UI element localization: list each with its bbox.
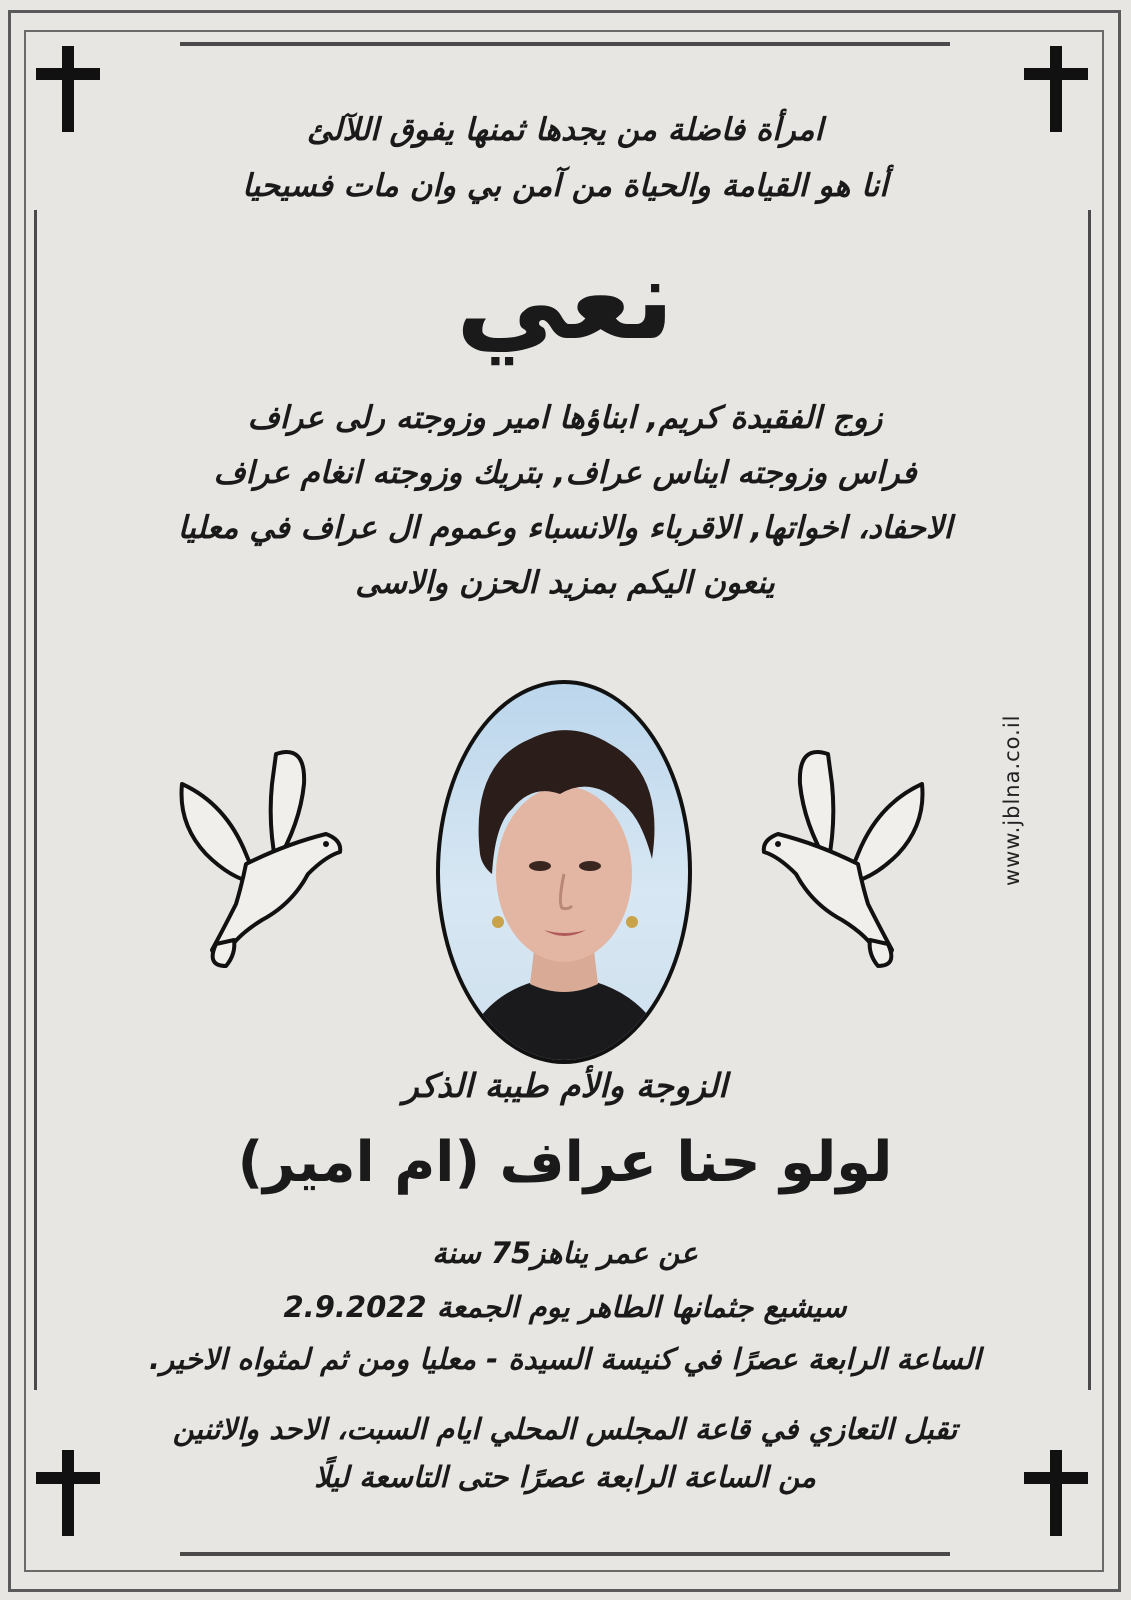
left-rule <box>34 210 37 1390</box>
mourners-line-2: فراس وزوجته ايناس عراف, بتريك وزوجته انغام عراف <box>213 455 917 491</box>
deceased-subtitle: الزوجة والأم طيبة الذكر <box>402 1066 728 1105</box>
right-rule <box>1088 210 1091 1390</box>
age-line: عن عمر يناهز75 سنة <box>432 1236 698 1270</box>
top-rule <box>180 42 950 46</box>
mourners-line-1: زوج الفقيدة كريم, ابناؤها امير وزوجته رلى عراف <box>247 400 883 436</box>
verse-line-2: أنا هو القيامة والحياة من آمن بي وان مات فسيحيا <box>242 168 888 204</box>
deceased-name: لولو حنا عراف (ام امير) <box>237 1130 893 1195</box>
condolences-line-1: تقبل التعازي في قاعة المجلس المحلي ايام السبت، الاحد والاثنين <box>172 1412 958 1446</box>
page-title: نعي <box>455 235 675 365</box>
funeral-line-2: الساعة الرابعة عصرًا في كنيسة السيدة - معليا ومن ثم لمثواه الاخير. <box>149 1342 981 1376</box>
mourners-line-4: ينعون اليكم بمزيد الحزن والاسى <box>355 565 775 601</box>
website-url: www.jblna.co.il <box>1000 714 1024 886</box>
condolences-line-2: من الساعة الرابعة عصرًا حتى التاسعة ليلًا <box>314 1460 816 1494</box>
portrait-photo <box>436 680 692 1064</box>
dove-icon <box>176 744 346 969</box>
verse-line-1: امرأة فاضلة من يجدها ثمنها يفوق اللآلئ <box>306 112 824 148</box>
bottom-rule <box>180 1552 950 1556</box>
dove-icon <box>758 744 928 969</box>
mourners-line-3: الاحفاد، اخواتها, الاقرباء والانسباء وعموم ال عراف في معليا <box>177 510 953 546</box>
funeral-line-1: سيشيع جثمانها الطاهر يوم الجمعة 2.9.2022 <box>283 1290 847 1324</box>
